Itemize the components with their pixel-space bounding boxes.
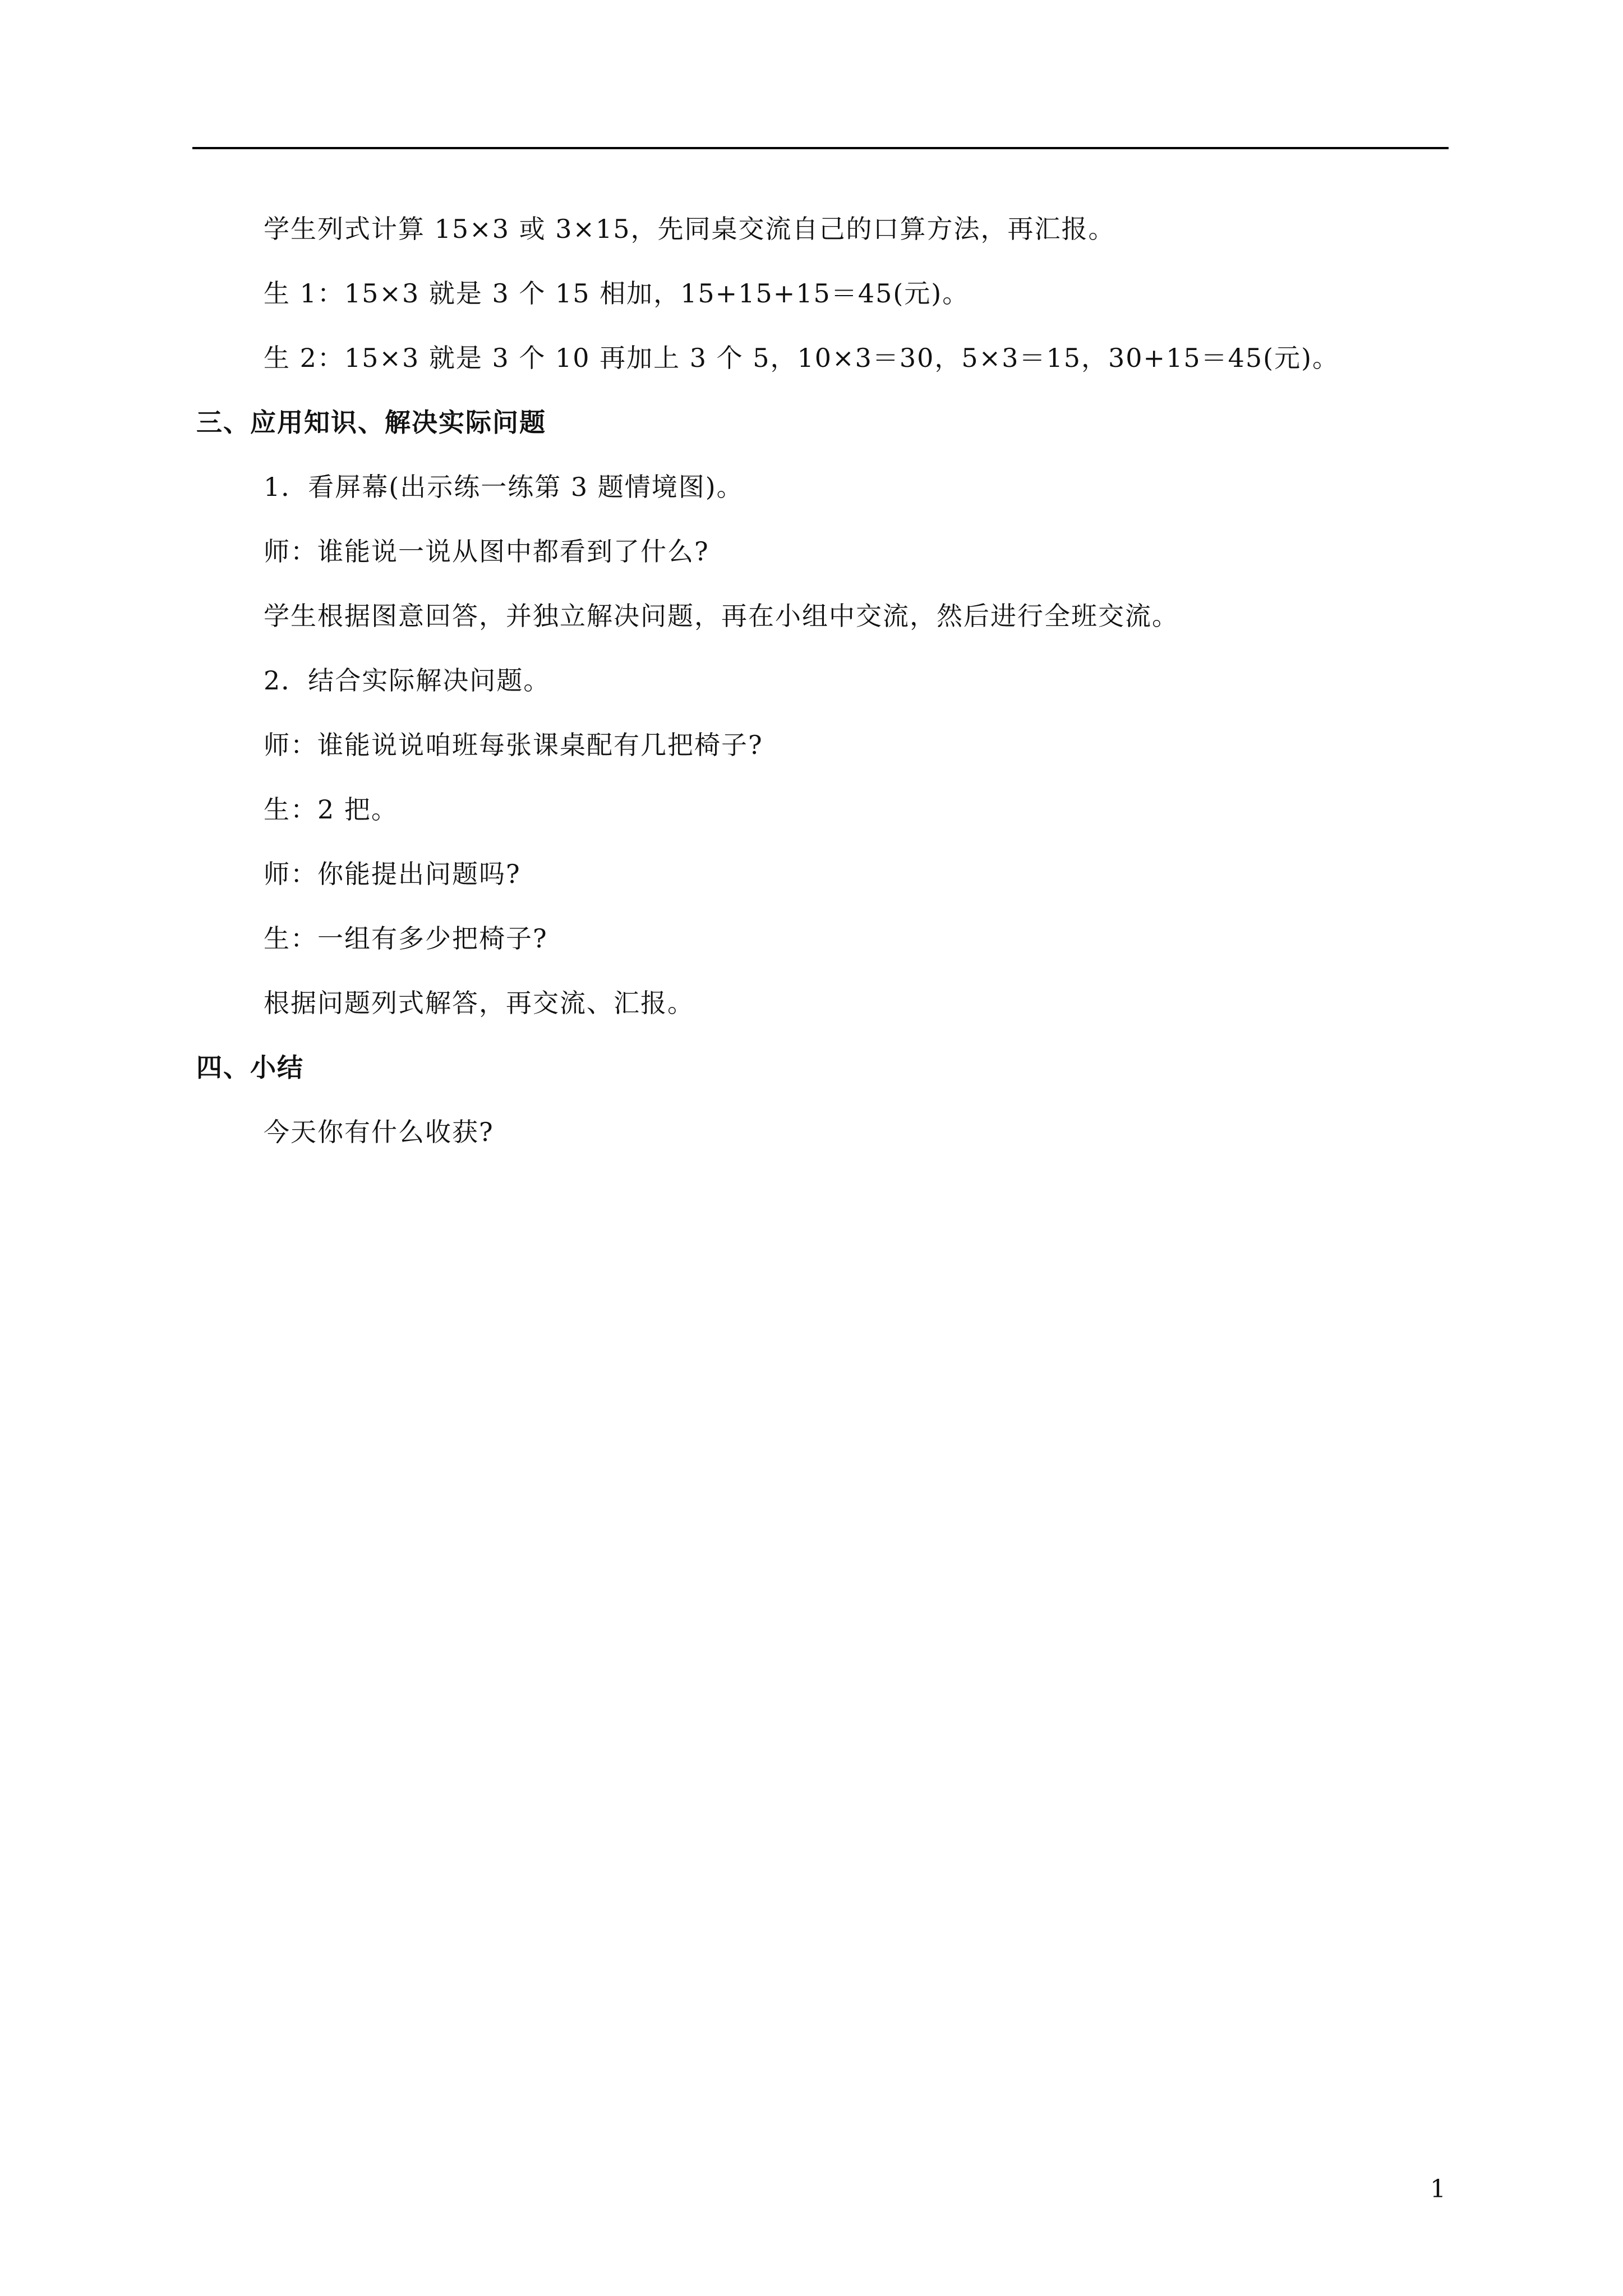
paragraph-teacher-question-picture: 师：谁能说一说从图中都看到了什么? [264,536,709,567]
paragraph-real-problem: 2．结合实际解决问题。 [264,665,551,696]
header-rule [192,147,1449,149]
paragraph-student-calculation: 学生列式计算 15×3 或 3×15，先同桌交流自己的口算方法，再汇报。 [264,214,1115,244]
section-heading-summary: 四、小结 [196,1052,304,1083]
paragraph-what-did-you-gain: 今天你有什么收获? [264,1117,494,1147]
paragraph-student-question-group: 生：一组有多少把椅子? [264,923,548,954]
page-number: 1 [1430,2175,1446,2203]
paragraph-teacher-question-chairs: 师：谁能说说咱班每张课桌配有几把椅子? [264,730,763,760]
paragraph-look-at-screen: 1．看屏幕(出示练一练第 3 题情境图)。 [264,472,744,502]
paragraph-student-answer-two: 生：2 把。 [264,794,398,825]
section-heading-apply-knowledge: 三、应用知识、解决实际问题 [196,407,546,438]
paragraph-student-2-answer: 生 2：15×3 就是 3 个 10 再加上 3 个 5，10×3＝30，5×3＝15，30+15＝45(元)。 [264,343,1340,373]
paragraph-student-1-answer: 生 1：15×3 就是 3 个 15 相加，15+15+15＝45(元)。 [264,278,970,309]
paragraph-teacher-ask-question: 师：你能提出问题吗? [264,859,521,889]
paragraph-solve-and-report: 根据问题列式解答，再交流、汇报。 [264,988,694,1018]
paragraph-students-answer-independently: 学生根据图意回答，并独立解决问题，再在小组中交流，然后进行全班交流。 [264,601,1179,631]
